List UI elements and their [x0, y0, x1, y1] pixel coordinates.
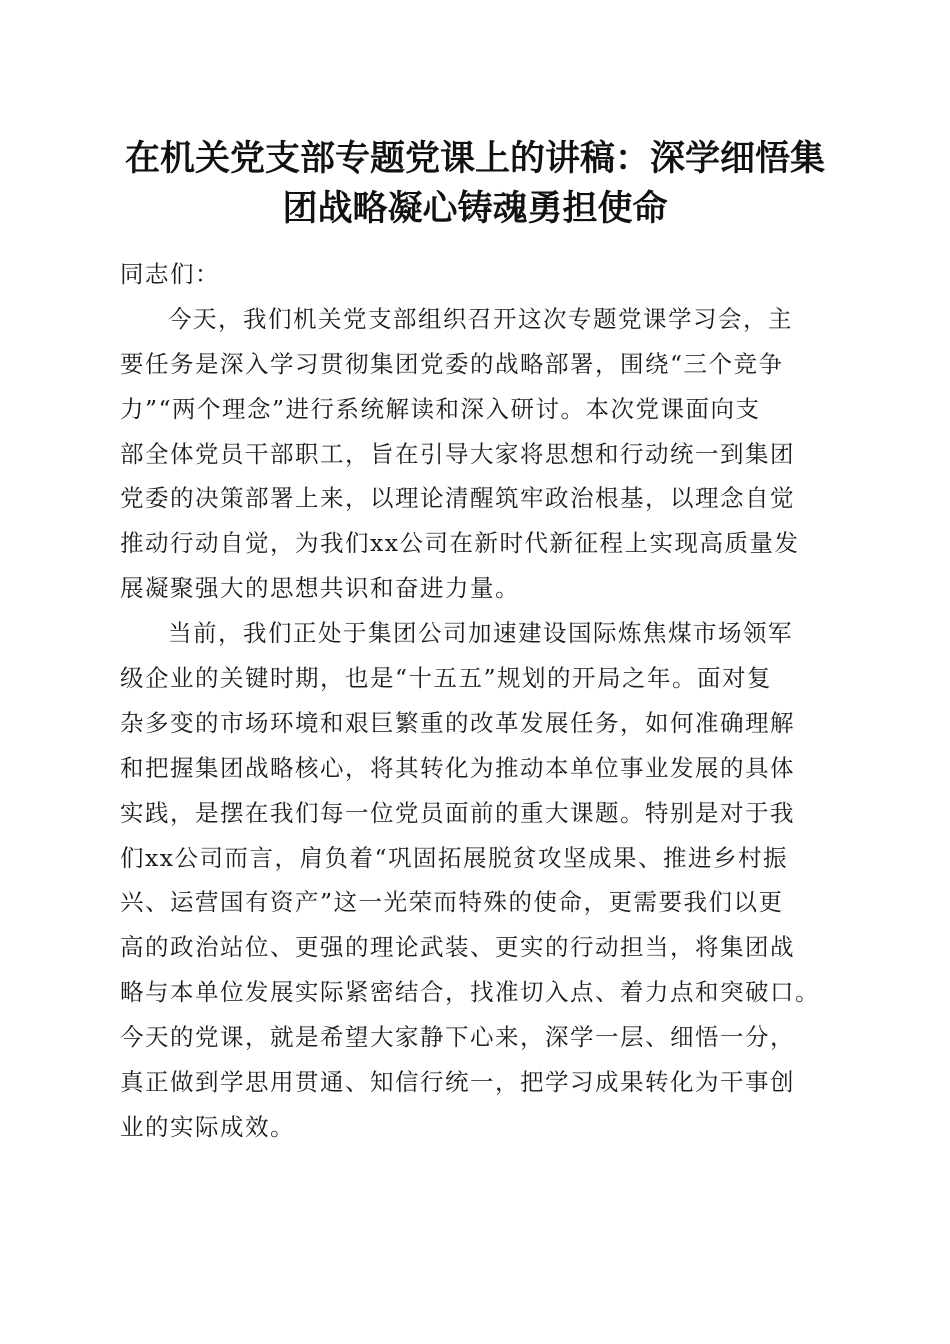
document-body	[120, 252, 840, 1150]
salutation: 同志们：	[120, 260, 220, 288]
paragraph-line: 业的实际成效。	[120, 1112, 295, 1141]
paragraph-line: 真正做到学思用贯通、知信行统一，把学习成果转化为干事创	[120, 1068, 795, 1097]
paragraph-line: 实践，是摆在我们每一位党员面前的重大课题。特别是对于我	[120, 798, 795, 827]
title-line-2: 团战略凝心铸魂勇担使命	[282, 188, 668, 229]
paragraph-line: 杂多变的市场环境和艰巨繁重的改革发展任务，如何准确理解	[120, 708, 795, 737]
paragraph-line: 们xx公司而言，肩负着“巩固拓展脱贫攻坚成果、推进乡村振	[120, 843, 789, 872]
paragraph-line: 要任务是深入学习贯彻集团党委的战略部署，围绕“三个竞争	[120, 349, 784, 378]
paragraph-1	[120, 297, 840, 611]
paragraph-line: 和把握集团战略核心，将其转化为推动本单位事业发展的具体	[120, 753, 795, 782]
title-line-1: 在机关党支部专题党课上的讲稿：深学细悟集	[124, 138, 825, 179]
paragraph-2	[120, 611, 840, 1150]
paragraph-line: 力”“两个理念”进行系统解读和深入研讨。本次党课面向支	[120, 394, 761, 423]
paragraph-line: 高的政治站位、更强的理论武装、更实的行动担当，将集团战	[120, 933, 795, 962]
paragraph-line: 今天，我们机关党支部组织召开这次专题党课学习会，主	[168, 304, 793, 333]
paragraph-line: 略与本单位发展实际紧密结合，找准切入点、着力点和突破口。	[120, 978, 820, 1007]
document-title	[110, 134, 840, 234]
paragraph-line: 推动行动自觉，为我们xx公司在新时代新征程上实现高质量发	[120, 529, 800, 558]
paragraph-line: 展凝聚强大的思想共识和奋进力量。	[120, 574, 520, 603]
paragraph-line: 今天的党课，就是希望大家静下心来，深学一层、细悟一分，	[120, 1023, 795, 1052]
paragraph-line: 部全体党员干部职工，旨在引导大家将思想和行动统一到集团	[120, 439, 795, 468]
paragraph-line: 兴、运营国有资产”这一光荣而特殊的使命，更需要我们以更	[120, 888, 784, 917]
paragraph-line: 当前，我们正处于集团公司加速建设国际炼焦煤市场领军	[168, 619, 793, 648]
paragraph-line: 级企业的关键时期，也是“十五五”规划的开局之年。面对复	[120, 664, 773, 693]
paragraph-line: 党委的决策部署上来，以理论清醒筑牢政治根基，以理念自觉	[120, 484, 795, 513]
